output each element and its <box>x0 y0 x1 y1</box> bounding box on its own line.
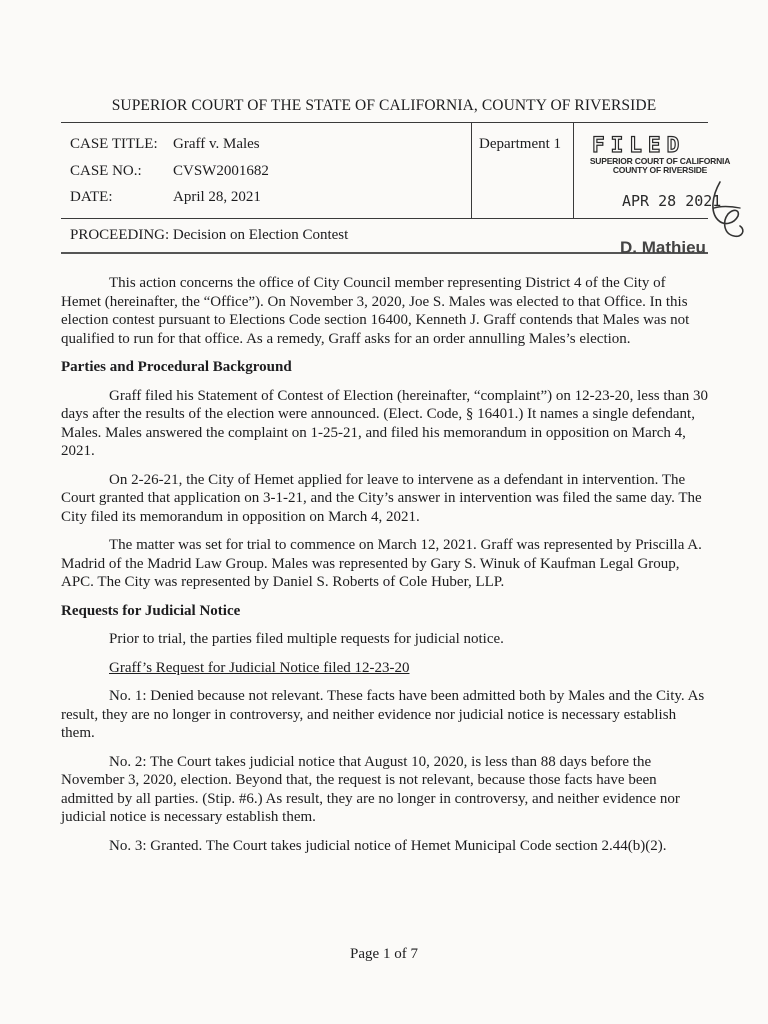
request-no1: No. 1: Denied because not relevant. These facts have been admitted both by Males and the City. As result, they are no longer in controversy, and neither evidence nor judicial notice is necessary establish them. <box>61 688 705 741</box>
case-title-label: CASE TITLE: <box>70 136 158 152</box>
heading-judicial-notice: Requests for Judicial Notice <box>61 602 241 619</box>
filed-stamp-court <box>577 157 743 175</box>
header-divider-right <box>573 122 574 218</box>
complaint-paragraph: Graff filed his Statement of Contest of Election (hereinafter, “complaint”) on 12-23-20, less than 30 days after the results of the election were announced. (Elect. Code, § 16401.) It names a single defendant, Males. Males answered the complaint on 1-25-21, and filed his memorandum in opposition on March 4, 2021. <box>61 387 708 459</box>
request-no2: No. 2: The Court takes judicial notice that August 10, 2020, is less than 88 days before the November 3, 2020, election. Beyond that, the request is not relevant, because those facts have been admitted by all parties. (Stip. #6.) As result, they are no longer in controversy, and neither evidence nor judicial notice is necessary establish them. <box>61 753 680 825</box>
case-date-row <box>70 189 261 206</box>
decision-body <box>61 274 709 865</box>
heading-parties: Parties and Procedural Background <box>61 359 292 375</box>
request-subheading <box>61 659 709 678</box>
clerk-signature: D. Mathieu <box>620 238 706 257</box>
request-no3: No. 3: Granted. The Court takes judicial notice of Hemet Municipal Code section 2.44(b)(2). <box>109 837 667 854</box>
prior-paragraph: Prior to trial, the parties filed multiple requests for judicial notice. <box>109 631 504 647</box>
request-subheading-text: Graff’s Request for Judicial Notice filed 12-23-20 <box>109 659 410 676</box>
trial-paragraph: The matter was set for trial to commence on March 12, 2021. Graff was represented by Priscilla A. Madrid of the Madrid Law Group. Males was represented by Gary S. Winuk of Kaufman Legal Group, APC. The City was represented by Daniel S. Roberts of Cole Huber, LLP. <box>61 537 702 590</box>
header-divider-left <box>471 122 472 218</box>
filed-stamp-court-line1: SUPERIOR COURT OF CALIFORNIA <box>589 156 731 166</box>
case-number-label: CASE NO.: <box>70 163 142 179</box>
court-title: SUPERIOR COURT OF THE STATE OF CALIFORNIA, COUNTY OF RIVERSIDE <box>111 97 657 114</box>
header-mid-rule <box>61 218 708 219</box>
page-number: Page 1 of 7 <box>350 946 418 962</box>
proceeding: PROCEEDING: Decision on Election Contest <box>70 227 349 243</box>
department: Department 1 <box>479 136 562 152</box>
intervene-paragraph: On 2-26-21, the City of Hemet applied for leave to intervene as a defendant in intervention. The Court granted that application on 3-1-21, and the City’s answer in intervention was filed the same day. The City filed its memorandum in opposition on March 4, 2021. <box>61 471 702 525</box>
case-date-value: April 28, 2021 <box>173 189 261 205</box>
case-date-label: DATE: <box>70 189 113 205</box>
case-number-value: CVSW2001682 <box>173 163 269 179</box>
filed-stamp-date: APR 28 2021 <box>622 192 722 210</box>
case-number-row <box>70 163 269 180</box>
filed-stamp-court-line2: COUNTY OF RIVERSIDE <box>612 165 708 175</box>
intro-paragraph: This action concerns the office of City Council member representing District 4 of the City of Hemet (hereinafter, the “Office”). On November 3, 2020, Joe S. Males was elected to that Office. In this election contest pursuant to Elections Code section 16400, Kenneth J. Graff contends that Males was not qualified to run for that office. As a remedy, Graff asks for an order annulling Males’s election. <box>61 275 690 347</box>
case-title-value: Graff v. Males <box>173 136 260 152</box>
header-bottom-rule <box>61 252 708 254</box>
case-title-row <box>70 136 260 153</box>
filed-stamp: FILED <box>592 133 686 157</box>
handwritten-initials-icon <box>700 178 752 240</box>
header-top-rule <box>61 122 708 123</box>
